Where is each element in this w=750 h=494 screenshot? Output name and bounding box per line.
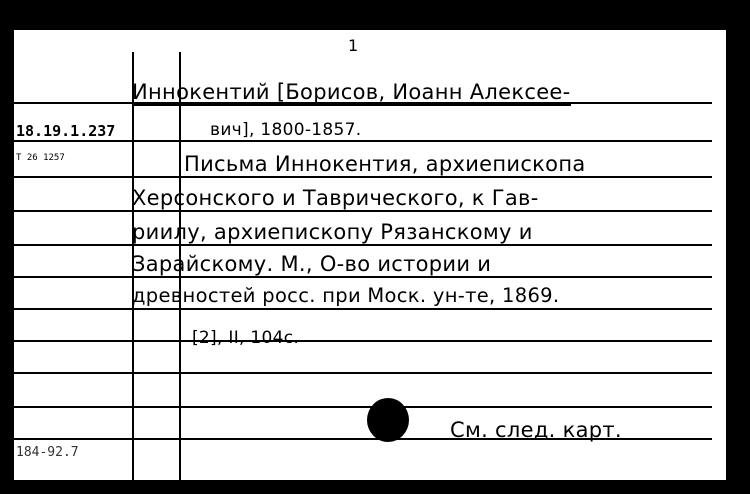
catalog-card bbox=[14, 30, 726, 480]
see-next-card: См. след. карт. bbox=[450, 418, 622, 442]
ruled-line bbox=[14, 340, 712, 342]
collation: [2], II, 104с. bbox=[192, 328, 300, 348]
ruled-line bbox=[14, 308, 712, 310]
ruled-line bbox=[14, 244, 712, 246]
title-line: риилу, архиепископу Рязанскому и bbox=[132, 220, 533, 244]
ruled-line bbox=[14, 276, 712, 278]
punch-hole bbox=[367, 398, 409, 442]
author-heading-line1 bbox=[132, 82, 571, 103]
ruled-line bbox=[14, 406, 712, 408]
author-heading-text: Иннокентий [Борисов, Иоанн Алексее- bbox=[132, 80, 571, 104]
title-line: Письма Иннокентия, архиепископа bbox=[184, 152, 586, 176]
author-heading-line2: вич], 1800-1857. bbox=[210, 120, 362, 140]
ruled-line bbox=[14, 372, 712, 374]
title-line: Херсонского и Таврического, к Гав- bbox=[132, 186, 539, 210]
page-number: 1 bbox=[348, 36, 359, 55]
call-number: 18.19.1.237 bbox=[16, 122, 116, 140]
inventory-stamp: Т 26 1257 bbox=[16, 153, 65, 163]
ruled-line bbox=[14, 140, 712, 142]
bottom-left-code: 184-92.7 bbox=[16, 445, 79, 460]
ruled-line bbox=[14, 210, 712, 212]
title-line: древностей росс. при Моск. ун-те, 1869. bbox=[132, 284, 560, 307]
ruled-line bbox=[14, 176, 712, 178]
title-line: Зарайскому. М., О-во истории и bbox=[132, 252, 492, 276]
